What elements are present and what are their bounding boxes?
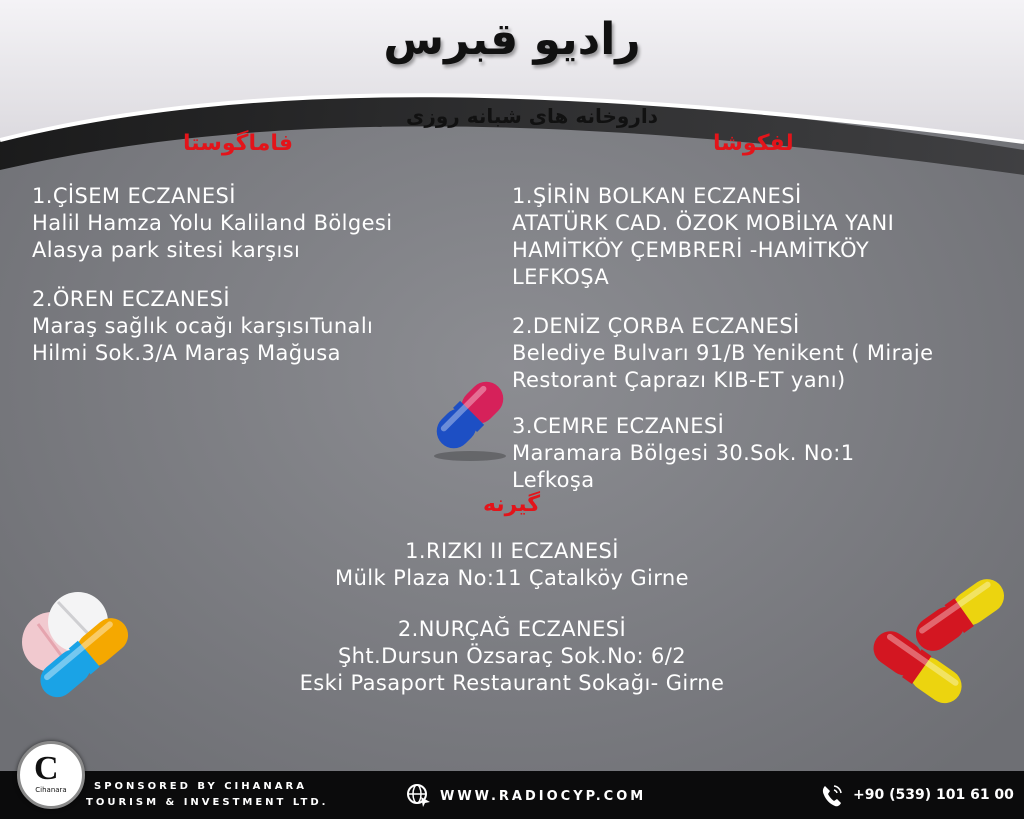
pharmacy-name: 1.ŞİRİN BOLKAN ECZANESİ [512,184,802,208]
pharmacy-lefkosa-2 [512,313,933,394]
pharmacy-lefkosa-1 [512,183,894,291]
website-link[interactable]: WWW.RADIOCYP.COM [440,789,647,804]
pharmacy-address-line: Hilmi Sok.3/A Maraş Mağusa [32,341,341,365]
pharmacy-address-line: Eski Pasaport Restaurant Sokağı- Girne [299,671,725,695]
pharmacy-address-line: Belediye Bulvarı 91/B Yenikent ( Miraje [512,341,934,365]
sponsor-logo [17,741,85,809]
sponsor-line-2: TOURISM & INVESTMENT LTD. [86,797,329,808]
pharmacy-address-line: Şht.Dursun Özsaraç Sok.No: 6/2 [337,644,687,668]
capsule-red-blue-icon [425,370,515,465]
globe-icon [406,783,432,809]
pharmacy-name: 1.RIZKI II ECZANESİ [405,539,619,563]
pharmacy-name: 2.NURÇAĞ ECZANESİ [397,617,627,641]
pharmacy-address-line: Restorant Çaprazı KIB-ET yanı) [512,368,846,392]
pharmacy-name: 1.ÇİSEM ECZANESİ [32,184,236,208]
phone-number[interactable]: +90 (539) 101 61 00 [853,787,1014,803]
page-subtitle: داروخانه های شبانه روزی [406,104,658,128]
pharmacy-name: 2.DENİZ ÇORBA ECZANESİ [512,314,800,338]
pharmacy-address-line: ATATÜRK CAD. ÖZOK MOBİLYA YANI [512,211,895,235]
region-famagusta-heading: فاماگوستا [183,131,294,156]
pharmacy-address-line: Halil Hamza Yolu Kaliland Bölgesi [32,211,393,235]
logo-letter: C [34,750,59,787]
pharmacy-famagusta-1 [32,183,393,264]
capsule-blue-yellow-icon [30,605,140,710]
pharmacy-address-line: Alasya park sitesi karşısı [32,238,301,262]
page-title: رادیو قبرس [383,14,641,65]
sponsor-line-1: SPONSORED BY CIHANARA [94,781,307,792]
pharmacy-lefkosa-3 [512,413,854,494]
pharmacy-famagusta-2 [32,286,373,367]
pharmacy-name: 2.ÖREN ECZANESİ [32,287,230,311]
pharmacy-address-line: Maramara Bölgesi 30.Sok. No:1 [512,441,855,465]
region-lefkosa-heading: لفکوشا [713,131,794,156]
pharmacy-name: 3.CEMRE ECZANESİ [512,414,725,438]
phone-icon [820,783,844,809]
pharmacy-address-line: Maraş sağlık ocağı karşısıTunalı [32,314,374,338]
logo-name: Cihanara [35,786,67,794]
pharmacy-girne-1 [222,538,802,592]
footer-bar [0,771,1024,819]
pharmacy-girne-2 [222,616,802,697]
capsule-red-yellow-icon [862,620,972,715]
pharmacy-address-line: HAMİTKÖY ÇEMBRERİ -HAMİTKÖY [512,238,870,262]
pharmacy-address-line: Mülk Plaza No:11 Çatalköy Girne [335,566,689,590]
region-girne-heading: گیرنه [483,492,541,517]
pharmacy-address-line: Lefkoşa [512,468,595,492]
pharmacy-address-line: LEFKOŞA [512,265,610,289]
